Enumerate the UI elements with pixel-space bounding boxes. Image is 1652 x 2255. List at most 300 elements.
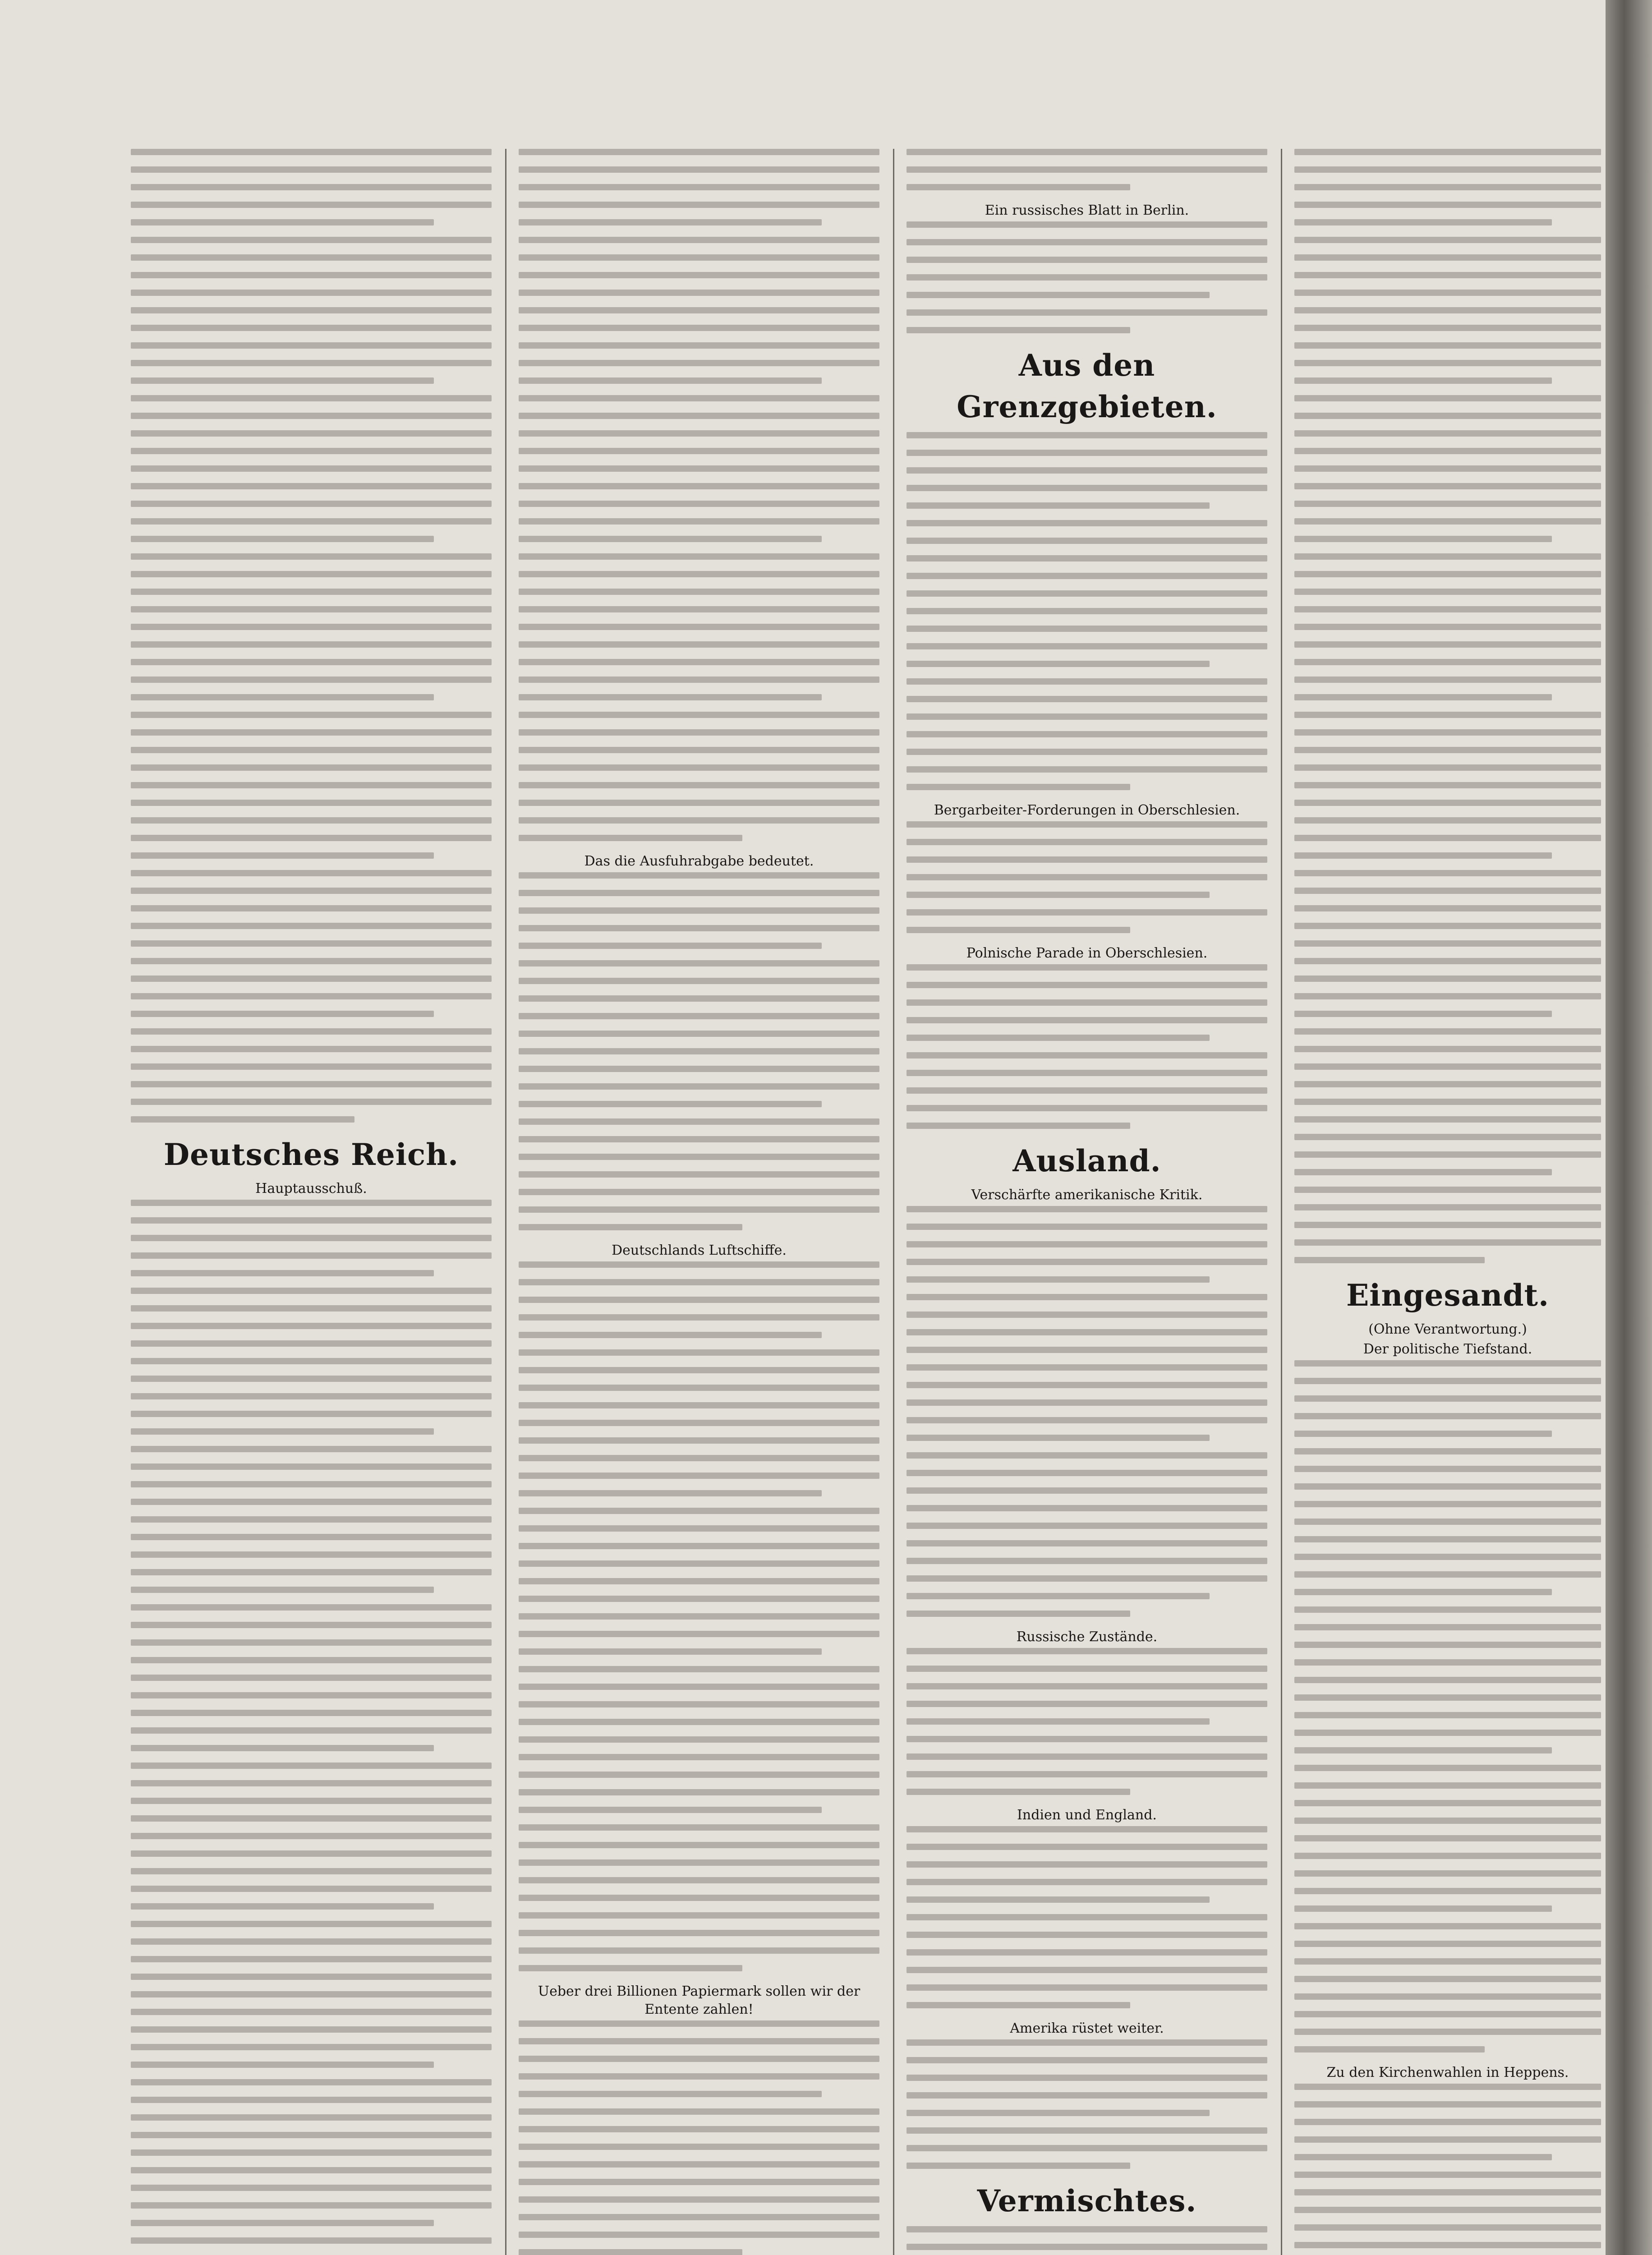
text-line-placeholder [519,890,879,896]
text-line-placeholder [907,467,1267,474]
text-line-placeholder [907,1523,1267,1529]
text-line-placeholder [519,1684,879,1690]
text-line-placeholder [907,1593,1210,1599]
subheading: Bergarbeiter-Forderungen in Oberschlesien. [934,802,1240,818]
text-line-placeholder [519,307,879,313]
text-line-placeholder [519,202,879,208]
text-line-placeholder [1294,1063,1601,1070]
text-line-placeholder [519,536,822,542]
text-line-placeholder [1294,624,1601,630]
text-line-placeholder [519,1772,879,1778]
text-line-placeholder [519,2249,742,2255]
text-line-placeholder [907,274,1267,281]
text-line-placeholder [131,149,492,155]
text-line-placeholder [519,553,879,560]
text-line-placeholder [519,2108,879,2115]
text-line-placeholder [907,1259,1267,1265]
text-line-placeholder [131,184,492,190]
text-line-placeholder [1294,1222,1601,1228]
text-line-placeholder [131,1200,492,1206]
text-line-placeholder [907,749,1267,755]
text-line-placeholder [1294,1448,1601,1454]
text-line-placeholder [131,800,492,806]
text-line-placeholder [907,1540,1267,1546]
text-line-placeholder [1294,1642,1601,1648]
text-line-placeholder [1294,1853,1601,1859]
text-line-placeholder [131,325,492,331]
body-text-block [519,872,879,1230]
text-line-placeholder [1294,272,1601,278]
text-line-placeholder [907,1932,1267,1938]
subheading: Ein russisches Blatt in Berlin. [985,202,1189,218]
text-line-placeholder [519,1013,879,1019]
text-line-placeholder [907,1967,1267,1973]
body-text-block [907,221,1267,333]
text-line-placeholder [131,1850,492,1857]
text-line-placeholder [907,1452,1267,1459]
text-line-placeholder [1294,1923,1601,1929]
text-line-placeholder [907,661,1210,667]
text-line-placeholder [1294,430,1601,437]
body-text-block [907,149,1267,190]
text-line-placeholder [1294,1624,1601,1630]
text-line-placeholder [131,2044,492,2050]
text-line-placeholder [519,1490,822,1496]
column-rule [1281,149,1282,2255]
text-line-placeholder [131,1675,492,1681]
text-line-placeholder [1294,1257,1485,1263]
text-line-placeholder [1294,465,1601,472]
text-line-placeholder [131,1587,434,1593]
text-line-placeholder [907,1070,1267,1076]
text-line-placeholder [519,149,879,155]
body-text-block [907,1826,1267,2008]
text-line-placeholder [1294,870,1601,876]
text-line-placeholder [131,1833,492,1839]
text-line-placeholder [131,1358,492,1364]
text-line-placeholder [131,571,492,577]
text-line-placeholder [131,536,434,542]
column-rule [505,149,506,2255]
text-line-placeholder [907,309,1267,316]
text-line-placeholder [907,2057,1267,2063]
text-line-placeholder [907,713,1267,720]
text-line-placeholder [1294,2242,1601,2248]
text-line-placeholder [907,1035,1210,1041]
subheading: Hauptausschuß. [255,1181,367,1197]
text-line-placeholder [131,1921,492,1927]
text-line-placeholder [907,1896,1210,1903]
text-line-placeholder [519,1859,879,1866]
text-line-placeholder [131,1393,492,1399]
text-line-placeholder [131,307,492,313]
text-line-placeholder [519,237,879,243]
text-line-placeholder [519,2073,879,2080]
text-line-placeholder [1294,202,1601,208]
body-text-block [907,2226,1267,2255]
text-line-placeholder [907,1648,1267,1654]
text-line-placeholder [1294,676,1601,683]
text-line-placeholder [907,1224,1267,1230]
text-line-placeholder [519,978,879,984]
text-line-placeholder [1294,940,1601,947]
text-line-placeholder [1294,1712,1601,1718]
text-line-placeholder [1294,2119,1601,2125]
subheading: Deutschlands Luftschiffe. [612,1243,787,1258]
text-line-placeholder [1294,1606,1601,1613]
text-line-placeholder [519,1473,879,1479]
text-line-placeholder [907,784,1130,790]
text-line-placeholder [131,888,492,894]
text-line-placeholder [907,1241,1267,1247]
text-line-placeholder [519,1189,879,1195]
text-line-placeholder [519,1631,879,1637]
body-text-block [907,2039,1267,2169]
text-line-placeholder [907,573,1267,579]
text-line-placeholder [1294,2189,1601,2195]
text-line-placeholder [1294,729,1601,736]
text-line-placeholder [519,377,822,384]
text-line-placeholder [131,764,492,771]
text-line-placeholder [131,2114,492,2121]
text-line-placeholder [907,892,1210,898]
text-line-placeholder [907,909,1267,916]
text-line-placeholder [907,1789,1130,1795]
text-line-placeholder [1294,448,1601,454]
text-line-placeholder [1294,993,1601,999]
text-line-placeholder [131,2132,492,2138]
text-line-placeholder [131,2026,492,2033]
text-line-placeholder [519,1101,822,1107]
text-line-placeholder [907,327,1130,333]
text-line-placeholder [519,1455,879,1461]
text-line-placeholder [1294,2154,1552,2160]
text-line-placeholder [131,377,434,384]
text-line-placeholder [131,1252,492,1259]
text-line-placeholder [519,166,879,173]
text-line-placeholder [519,501,879,507]
text-line-placeholder [131,430,492,437]
text-line-placeholder [519,1736,879,1743]
text-line-placeholder [1294,800,1601,806]
text-line-placeholder [1294,1046,1601,1052]
text-line-placeholder [519,1420,879,1426]
text-line-placeholder [131,1903,434,1910]
text-line-placeholder [907,450,1267,456]
text-line-placeholder [131,1569,492,1575]
text-line-placeholder [131,712,492,718]
text-line-placeholder [907,1861,1267,1868]
text-line-placeholder [131,1481,492,1487]
text-line-placeholder [131,958,492,964]
text-line-placeholder [131,1028,492,1035]
text-line-placeholder [519,1206,879,1213]
text-line-placeholder [1294,1134,1601,1140]
text-line-placeholder [519,1930,879,1936]
text-line-placeholder [131,940,492,947]
text-line-placeholder [1294,694,1552,700]
text-line-placeholder [1294,1782,1601,1789]
text-line-placeholder [131,1499,492,1505]
text-line-placeholder [907,1312,1267,1318]
text-line-placeholder [1294,413,1601,419]
text-line-placeholder [1294,501,1601,507]
text-line-placeholder [907,1701,1267,1707]
text-line-placeholder [519,641,879,648]
text-line-placeholder [131,2220,434,2226]
body-text-block [519,2020,879,2255]
text-line-placeholder [907,1017,1267,1023]
text-line-placeholder [1294,360,1601,366]
text-line-placeholder [131,589,492,595]
body-text-block [907,821,1267,933]
text-line-placeholder [1294,395,1601,401]
text-line-placeholder [131,1604,492,1611]
body-text-block [1294,1360,1601,2053]
subheading: Polnische Parade in Oberschlesien. [966,945,1208,961]
text-line-placeholder [907,856,1267,863]
body-text-block [131,1200,492,2255]
text-line-placeholder [131,2009,492,2015]
text-line-placeholder [131,1727,492,1734]
text-line-placeholder [907,1123,1130,1129]
text-line-placeholder [519,960,879,966]
text-line-placeholder [907,292,1210,298]
text-line-placeholder [907,502,1210,509]
text-line-placeholder [519,1666,879,1672]
text-line-placeholder [907,2092,1267,2099]
text-line-placeholder [519,413,879,419]
text-line-placeholder [131,624,492,630]
text-line-placeholder [519,2214,879,2220]
text-line-placeholder [907,964,1267,971]
text-line-placeholder [131,1063,492,1070]
text-line-placeholder [1294,2101,1601,2108]
text-line-placeholder [907,696,1267,702]
text-line-placeholder [907,1417,1267,1423]
text-line-placeholder [131,606,492,612]
text-line-placeholder [519,2161,879,2168]
text-line-placeholder [131,1288,492,1294]
text-line-placeholder [519,624,879,630]
text-line-placeholder [131,1956,492,1962]
text-line-placeholder [519,995,879,1002]
text-line-placeholder [131,1798,492,1804]
text-line-placeholder [519,817,879,824]
text-line-placeholder [131,1446,492,1452]
text-line-placeholder [519,925,879,931]
column-2 [519,149,879,2255]
text-line-placeholder [1294,2224,1601,2231]
body-text-block [907,432,1267,790]
text-line-placeholder [131,1270,434,1276]
text-line-placeholder [519,1066,879,1072]
text-line-placeholder [907,1826,1267,1832]
text-line-placeholder [519,782,879,788]
text-line-placeholder [519,1789,879,1795]
text-line-placeholder [1294,1554,1601,1560]
text-line-placeholder [907,1505,1267,1511]
text-line-placeholder [131,1463,492,1470]
text-line-placeholder [519,872,879,879]
text-line-placeholder [1294,958,1601,964]
text-line-placeholder [907,999,1267,1006]
text-line-placeholder [1294,1483,1601,1490]
text-line-placeholder [1294,237,1601,243]
text-line-placeholder [1294,1011,1552,1017]
text-line-placeholder [1294,290,1601,296]
text-line-placeholder [131,1974,492,1980]
section-heading-domestic: Deutsches Reich. [163,1137,459,1172]
text-line-placeholder [907,166,1267,173]
text-line-placeholder [131,817,492,824]
text-line-placeholder [131,166,492,173]
text-line-placeholder [519,1842,879,1848]
text-line-placeholder [1294,1800,1601,1806]
text-line-placeholder [1294,1239,1601,1246]
text-line-placeholder [1294,1870,1601,1877]
text-line-placeholder [519,342,879,349]
text-line-placeholder [131,1763,492,1769]
text-line-placeholder [1294,1099,1601,1105]
text-line-placeholder [519,360,879,366]
text-line-placeholder [907,2226,1267,2232]
text-line-placeholder [519,1314,879,1321]
text-line-placeholder [907,1718,1210,1725]
text-line-placeholder [1294,1976,1601,1982]
text-line-placeholder [519,907,879,914]
column-4 [1294,149,1601,2255]
text-line-placeholder [1294,1659,1601,1666]
text-line-placeholder [1294,536,1552,542]
text-line-placeholder [131,1710,492,1716]
text-line-placeholder [519,1437,879,1444]
text-line-placeholder [907,1879,1267,1885]
text-line-placeholder [519,1578,879,1584]
text-line-placeholder [907,1105,1267,1111]
text-line-placeholder [131,2079,492,2085]
text-line-placeholder [907,221,1267,228]
text-line-placeholder [1294,1519,1601,1525]
text-line-placeholder [131,1235,492,1241]
text-line-placeholder [1294,1431,1552,1437]
subheading: Indien und England. [1017,1807,1157,1823]
text-line-placeholder [1294,1958,1601,1965]
text-line-placeholder [519,835,742,841]
text-line-placeholder [1294,835,1601,841]
text-line-placeholder [131,1217,492,1224]
text-line-placeholder [907,538,1267,544]
text-line-placeholder [131,395,492,401]
text-line-placeholder [907,608,1267,614]
text-line-placeholder [907,184,1130,190]
text-line-placeholder [131,1692,492,1698]
body-text-block [1294,149,1601,1263]
text-line-placeholder [907,1949,1267,1956]
column-rule [893,149,894,2255]
text-line-placeholder [1294,1360,1601,1367]
text-line-placeholder [519,694,822,700]
text-line-placeholder [519,2091,822,2097]
text-line-placeholder [131,1011,434,1017]
text-line-placeholder [907,555,1267,561]
text-line-placeholder [131,1534,492,1540]
text-line-placeholder [1294,641,1601,648]
text-line-placeholder [131,413,492,419]
text-line-placeholder [131,852,434,859]
text-line-placeholder [1294,923,1601,929]
text-line-placeholder [519,800,879,806]
text-line-placeholder [519,1613,879,1620]
text-line-placeholder [907,2075,1267,2081]
text-line-placeholder [1294,905,1601,911]
text-line-placeholder [907,2145,1267,2151]
text-line-placeholder [519,2038,879,2044]
text-line-placeholder [1294,553,1601,560]
text-line-placeholder [1294,254,1601,261]
text-line-placeholder [1294,2011,1601,2017]
text-line-placeholder [131,1815,492,1822]
text-line-placeholder [519,1349,879,1356]
section-heading-miscellany: Vermischtes. [977,2183,1197,2218]
text-line-placeholder [519,2232,879,2238]
text-line-placeholder [1294,1993,1601,2000]
text-line-placeholder [907,1206,1267,1212]
text-line-placeholder [519,1297,879,1303]
text-line-placeholder [1294,518,1601,525]
text-line-placeholder [519,2179,879,2185]
text-line-placeholder [131,1340,492,1347]
text-line-placeholder [907,149,1267,155]
text-line-placeholder [131,2202,492,2209]
text-line-placeholder [131,1081,492,1087]
text-line-placeholder [131,993,492,999]
text-line-placeholder [1294,2172,1601,2178]
text-line-placeholder [907,432,1267,438]
text-line-placeholder [907,1364,1267,1371]
text-line-placeholder [519,325,879,331]
text-line-placeholder [519,676,879,683]
text-line-placeholder [519,1807,822,1813]
text-line-placeholder [131,976,492,982]
subheading: Verschärfte amerikanische Kritik. [971,1187,1203,1203]
subheading: Zu den Kirchenwahlen in Heppens. [1326,2065,1569,2080]
text-line-placeholder [1294,1835,1601,1841]
text-line-placeholder [907,1435,1210,1441]
text-line-placeholder [907,485,1267,491]
text-line-placeholder [131,782,492,788]
text-line-placeholder [131,1657,492,1663]
text-line-placeholder [907,1347,1267,1353]
text-line-placeholder [1294,1204,1601,1210]
text-line-placeholder [519,1332,822,1338]
text-line-placeholder [1294,483,1601,489]
text-line-placeholder [519,395,879,401]
body-text-block [907,1648,1267,1795]
text-line-placeholder [907,1470,1267,1476]
body-text-block [907,964,1267,1129]
text-line-placeholder [907,1487,1267,1494]
text-line-placeholder [1294,1151,1601,1158]
page-fold-edge [1606,0,1652,2255]
text-line-placeholder [1294,1169,1552,1175]
text-line-placeholder [1294,342,1601,349]
text-line-placeholder [519,1648,822,1655]
editorial-note: (Ohne Verantwortung.) [1368,1321,1527,1337]
text-line-placeholder [131,1551,492,1558]
text-line-placeholder [1294,1888,1601,1894]
text-line-placeholder [907,1329,1267,1335]
